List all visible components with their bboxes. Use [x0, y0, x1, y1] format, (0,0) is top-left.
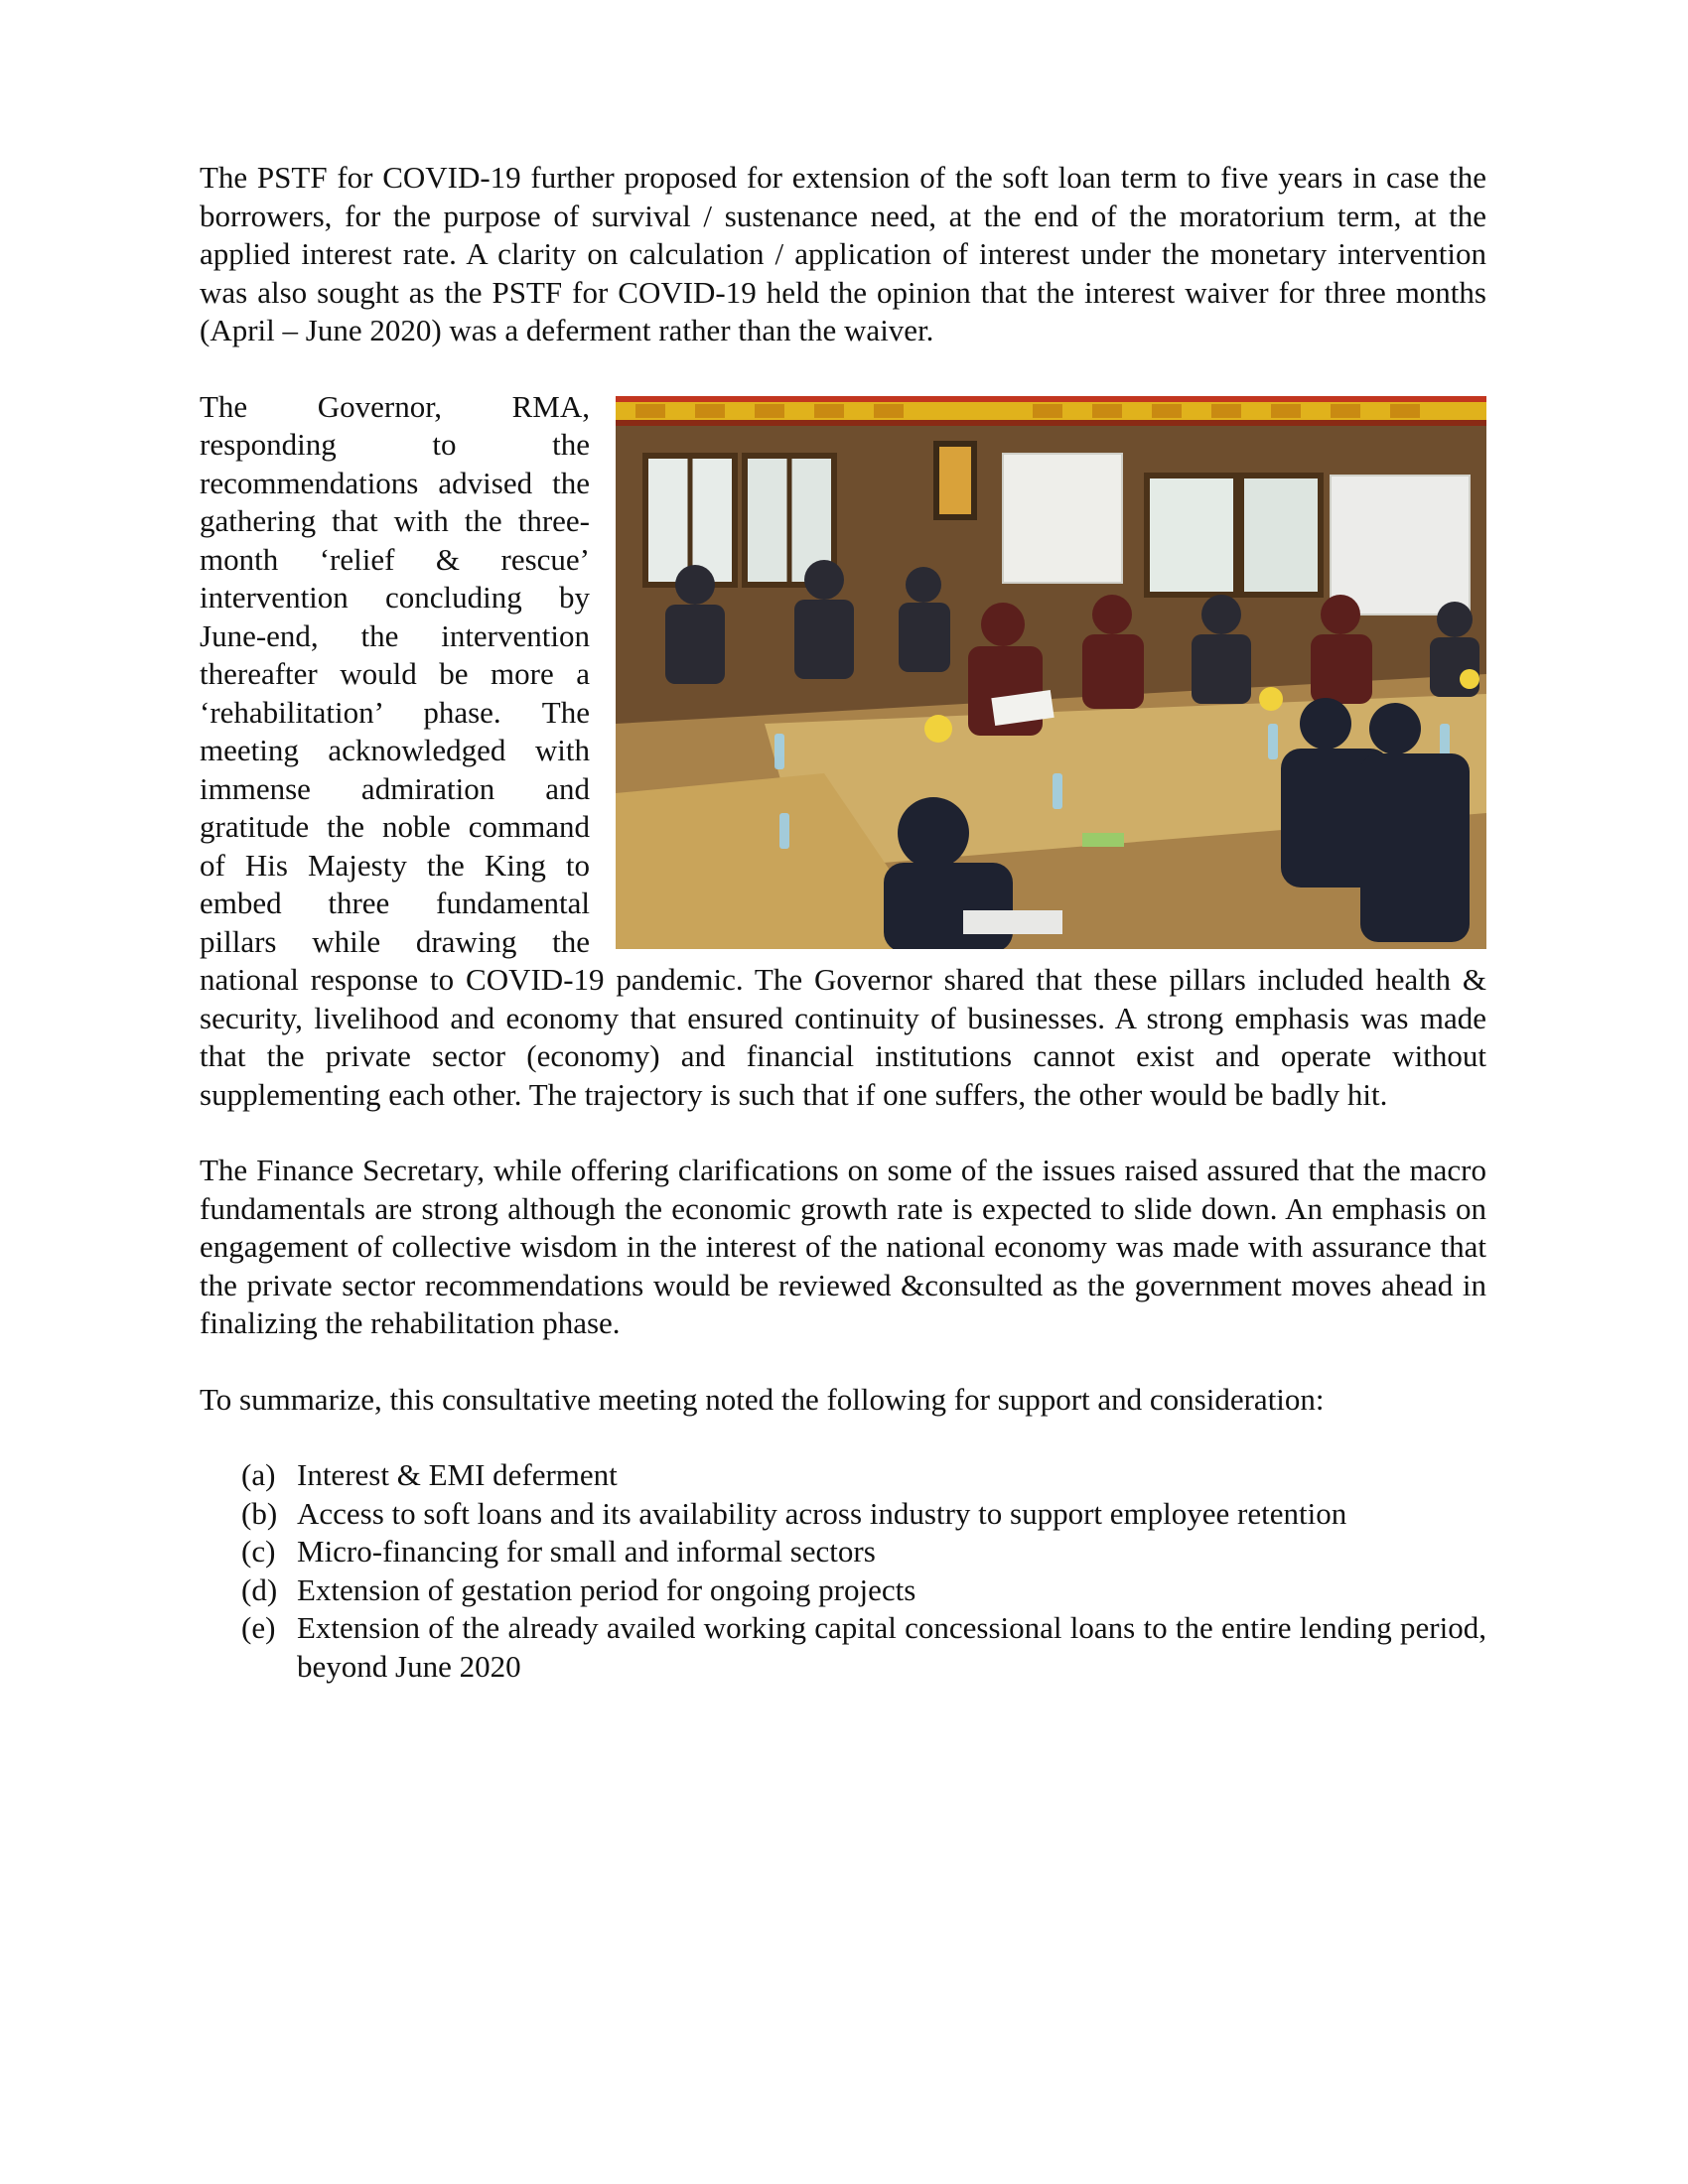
paragraph-governor-response: The Governor, RMA, responding to the recommendations advised the gathering that with the three-month ‘relief & rescue’ intervention concluding by June-end, the intervention thereafter would be more a ‘rehabilitation’ phase. The meeting acknowledged with immense admiration and gratitude the noble command of His Majesty the King to embed three fundamental pillars while drawing the national response to COVID-19 pandemic. The Governor shared that these pillars included health & security, livelihood and economy that ensured continuity of businesses. A strong emphasis was made that the private sector (economy) and financial institutions cannot exist and operate without supplementing each other. The trajectory is such that if one suffers, the other would be badly hit. — [200, 388, 1486, 1112]
meeting-photo-illustration — [616, 396, 1486, 949]
paragraph-summary-intro: To summarize, this consultative meeting noted the following for support and consideration: — [200, 1381, 1325, 1417]
list-marker: (d) — [241, 1571, 278, 1607]
list-item-text: Extension of gestation period for ongoing projects — [297, 1571, 916, 1607]
list-item-text: Extension of the already availed working capital concessional loans to the entire lending period, beyond June 2020 — [297, 1610, 1486, 1684]
list-item — [200, 1456, 1486, 1495]
paragraph-gap — [200, 350, 1486, 388]
list-marker: (e) — [241, 1610, 276, 1645]
paragraph-gap — [200, 1343, 1486, 1381]
list-marker: (a) — [241, 1457, 276, 1492]
document-page — [200, 159, 1486, 1686]
paragraph-gap — [200, 1114, 1486, 1152]
meeting-photo — [616, 396, 1486, 949]
list-item — [200, 1571, 1486, 1610]
list-marker: (c) — [241, 1534, 276, 1569]
list-item — [200, 1533, 1486, 1571]
list-marker: (b) — [241, 1495, 278, 1531]
list-item-text: Micro-financing for small and informal sectors — [297, 1534, 876, 1569]
list-item-text: Access to soft loans and its availability across industry to support employee retention — [297, 1495, 1347, 1531]
list-item — [200, 1609, 1486, 1686]
paragraph-finance-secretary: The Finance Secretary, while offering clarifications on some of the issues raised assured that the macro fundamentals are strong although the economic growth rate is expected to slide down. An emphasis on engagement of collective wisdom in the interest of the national economy was made with assurance that the private sector recommendations would be reviewed &consulted as the government moves ahead in finalizing the rehabilitation phase. — [200, 1153, 1486, 1340]
list-item-text: Interest & EMI deferment — [297, 1457, 618, 1492]
list-item — [200, 1495, 1486, 1534]
paragraph-pstf-proposal: The PSTF for COVID-19 further proposed for extension of the soft loan term to five years in case the borrowers, for the purpose of survival / sustenance need, at the end of the moratorium term, at the applied interest rate. A clarity on calculation / application of interest under the monetary intervention was also sought as the PSTF for COVID-19 held the opinion that the interest waiver for three months (April – June 2020) was a deferment rather than the waiver. — [200, 160, 1486, 347]
paragraph-gap — [200, 1419, 1486, 1456]
summary-list — [200, 1456, 1486, 1686]
